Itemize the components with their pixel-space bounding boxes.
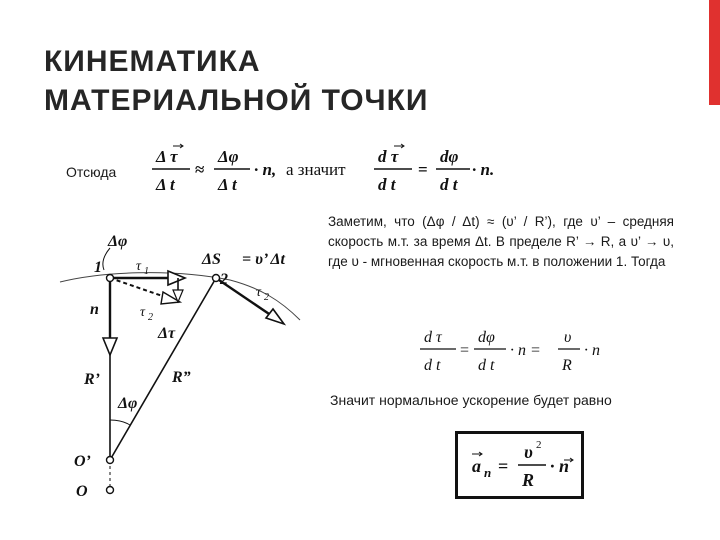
label-dphi-top: Δφ: [108, 233, 128, 250]
label-delta-s: ΔS: [202, 251, 221, 268]
label-point-1: 1: [94, 259, 102, 276]
label-dphi-bottom: Δφ: [118, 395, 138, 412]
f3-exp: 2: [536, 439, 542, 451]
slide-title: [44, 42, 428, 120]
f1-approx: ≈: [195, 160, 205, 179]
f2-tail: · n: [584, 342, 600, 359]
f1-den2: Δ t: [218, 175, 237, 194]
f1-den4: d t: [440, 175, 458, 194]
f2-mid: · n =: [510, 342, 541, 359]
f1-tail2: · n.: [472, 160, 495, 179]
f2-den1: d t: [424, 357, 441, 374]
label-tau2-dash-sub: 2: [148, 312, 153, 323]
explanation-paragraph: Заметим, что (Δφ / Δt) ≈ (υ’ / R’), где υ’ – средняя скорость м.т. за время Δt. В пределе R’ → R, а υ’ → υ, где υ - мгновенная скорость м.т. в положении 1. Тогда: [328, 214, 674, 269]
f1-eq: =: [418, 160, 428, 179]
f3-den: R: [522, 470, 535, 490]
f2-den3: R: [562, 357, 572, 374]
radius-r-double: [110, 278, 216, 460]
trajectory-diagram: [60, 220, 330, 510]
formula2: [420, 322, 620, 378]
f2-num2: dφ: [478, 329, 495, 346]
conclusion-paragraph: Значит нормальное ускорение будет равно: [330, 392, 612, 408]
label-delta-tau: Δτ: [158, 325, 176, 342]
f2-den2: d t: [478, 357, 495, 374]
label-delta-s-rhs: = υ’ Δt: [242, 251, 285, 268]
f1-den3: d t: [378, 175, 396, 194]
f1-den1: Δ t: [156, 175, 175, 194]
formula1: [150, 142, 510, 198]
f1-connector: а значит: [286, 160, 346, 179]
label-o-prime: O’: [74, 453, 91, 470]
f2-num3: υ: [564, 329, 572, 346]
f1-tail: · n,: [254, 160, 277, 179]
formula1-lead: Отсюда: [66, 164, 117, 180]
label-o: O: [76, 483, 88, 500]
f3-tail: · n: [550, 456, 570, 476]
label-point-2: 2: [220, 271, 228, 288]
f3-lhs: a: [472, 456, 481, 476]
formula3: [458, 434, 581, 496]
f1-num2: Δφ: [218, 147, 239, 166]
f2-num1: d τ: [424, 329, 442, 346]
f3-sub: n: [484, 465, 492, 480]
label-tau2: τ: [256, 285, 262, 300]
label-r-prime: R’: [84, 371, 100, 388]
label-tau2-dash: τ: [140, 305, 146, 320]
title-line-2: МАТЕРИАЛЬНОЙ ТОЧКИ: [44, 84, 429, 117]
f1-num1: Δ τ: [156, 147, 178, 166]
f3-eq: =: [498, 456, 509, 476]
f1-num3: d τ: [378, 147, 399, 166]
f2-eq1: =: [460, 342, 470, 359]
f3-num: υ: [524, 442, 533, 462]
label-r-double: R”: [172, 369, 191, 386]
label-tau1-sub: 1: [144, 266, 149, 277]
label-n: n: [90, 301, 99, 318]
normal-acceleration-box: [455, 431, 584, 499]
title-line-1: КИНЕМАТИКА: [44, 45, 261, 78]
f1-num4: dφ: [440, 147, 459, 166]
label-tau1: τ: [136, 259, 142, 274]
label-tau2-sub: 2: [264, 292, 269, 303]
accent-bar: [709, 0, 720, 105]
